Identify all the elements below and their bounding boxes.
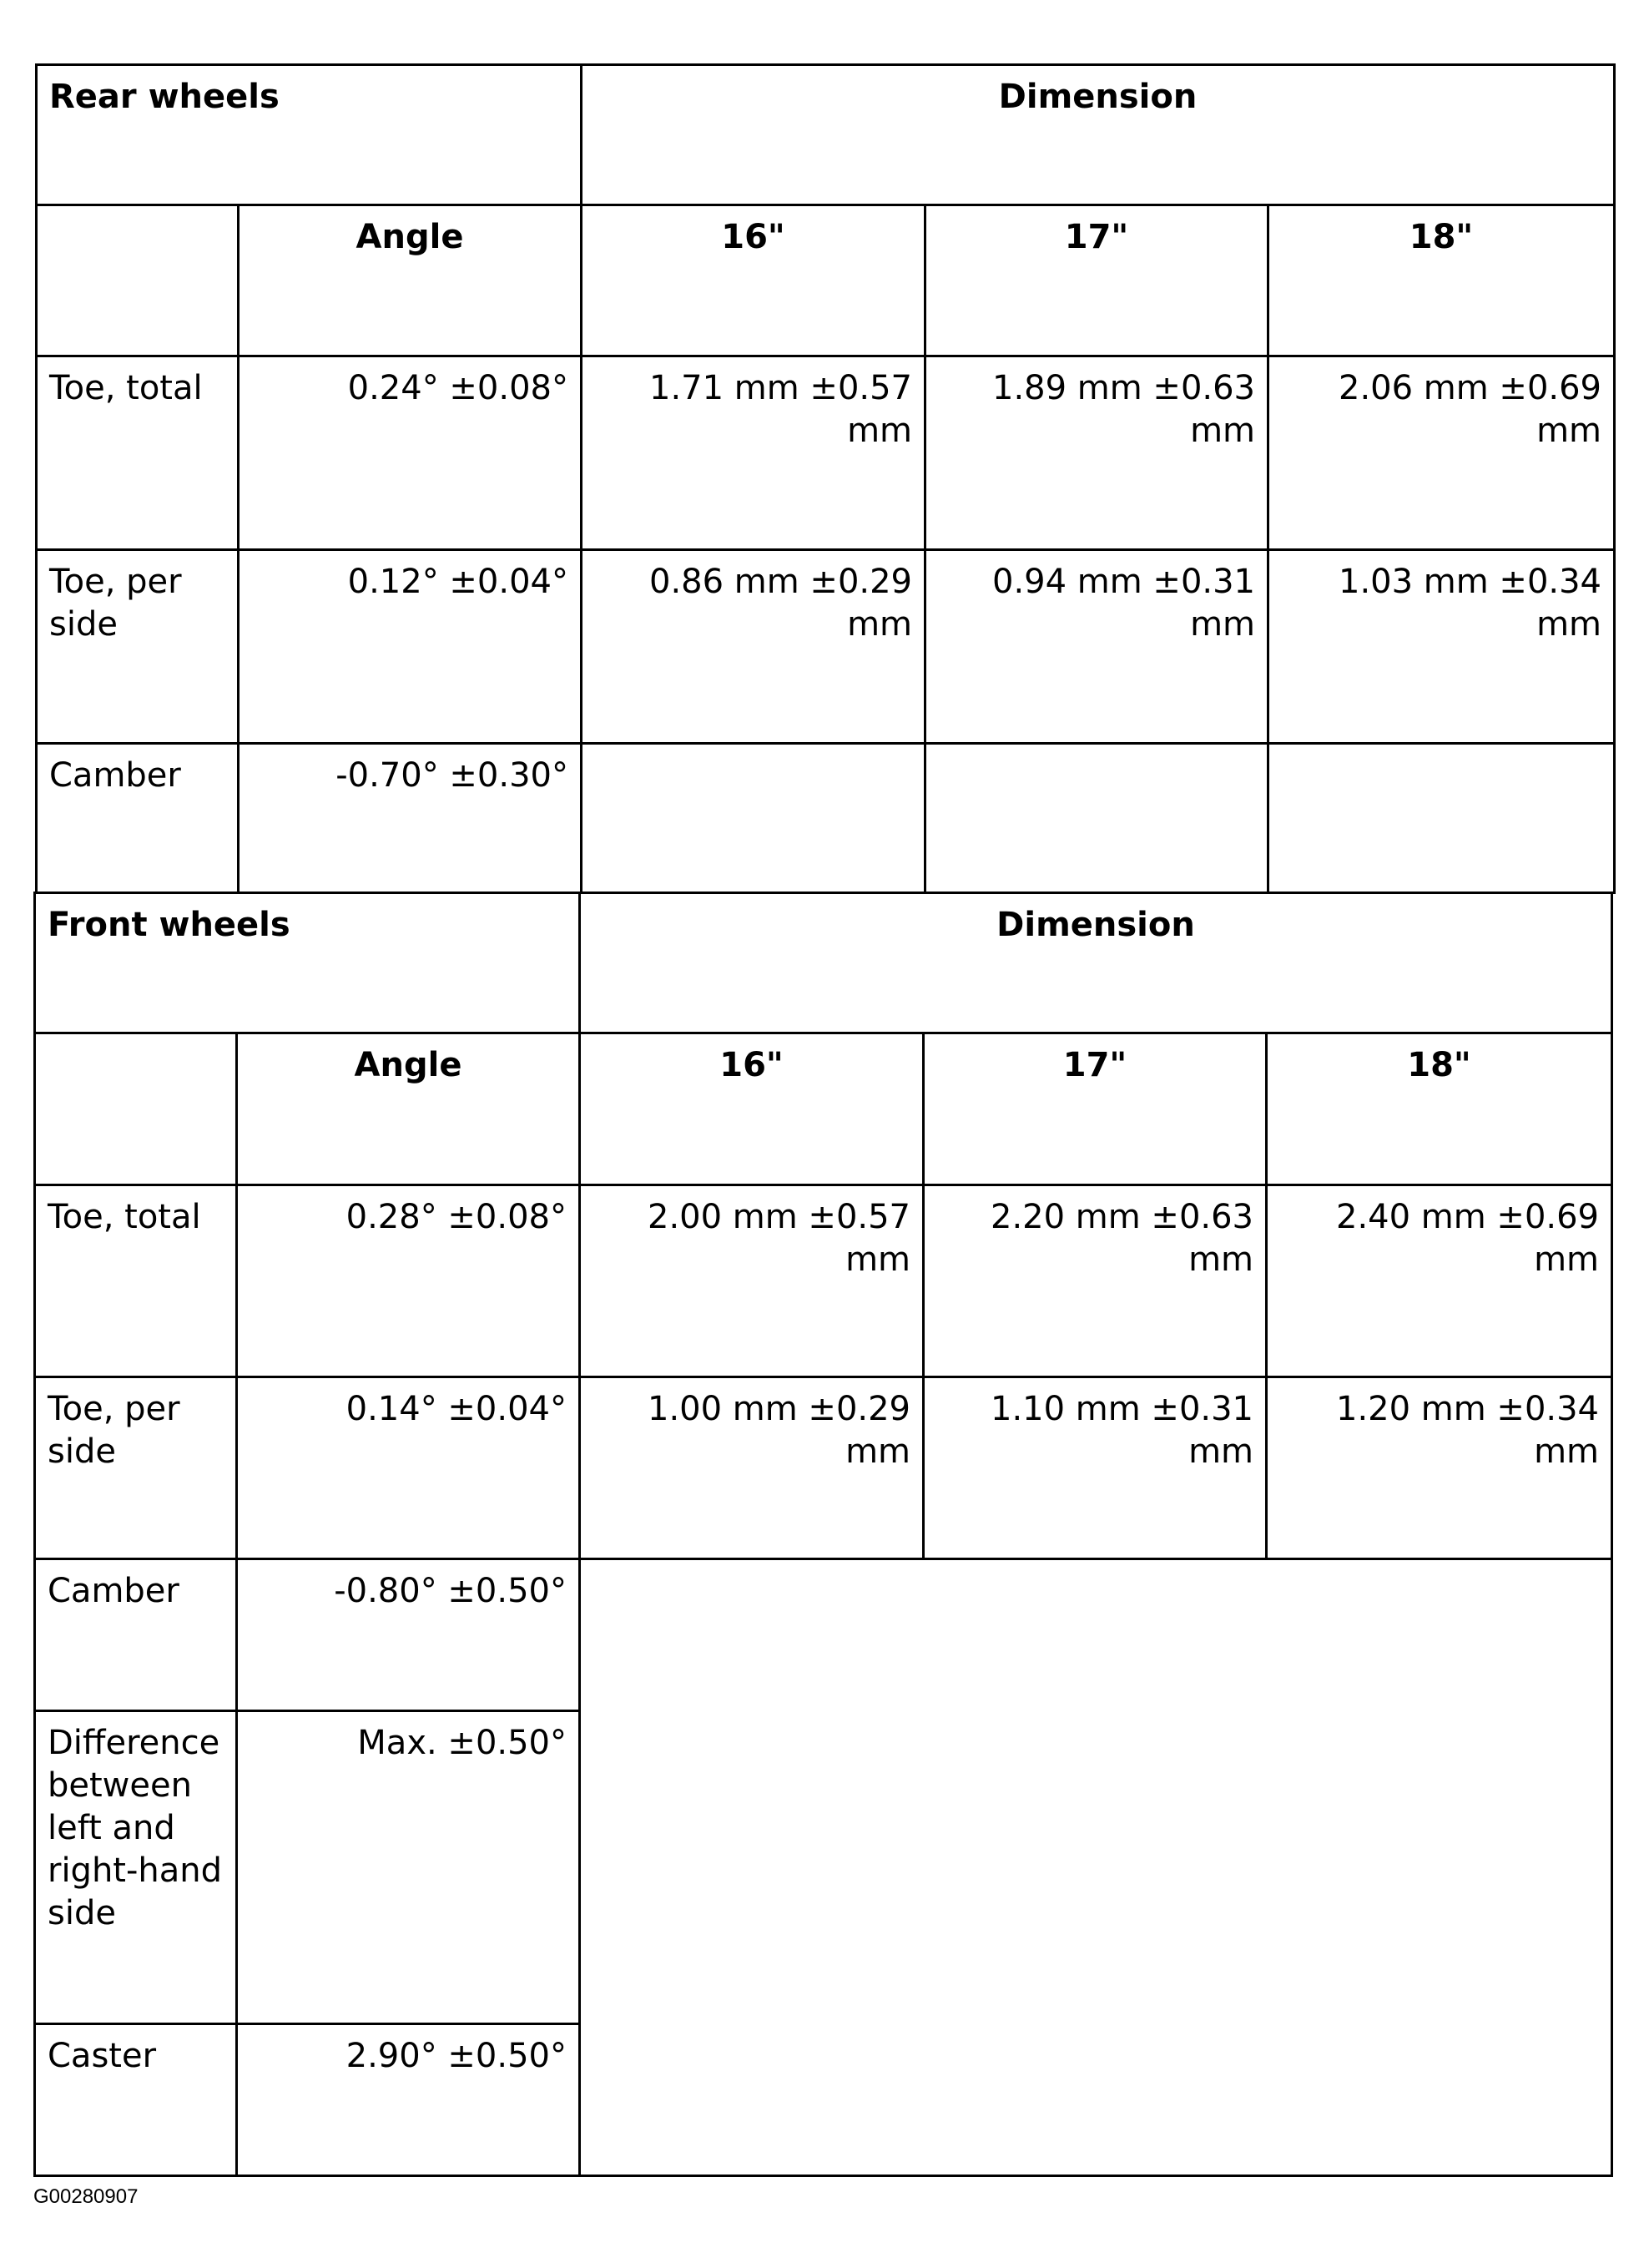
rear-row-18: 1.03 mm ±0.34 mm bbox=[1267, 548, 1616, 745]
front-row-17: 1.10 mm ±0.31 mm bbox=[922, 1376, 1268, 1560]
rear-row-angle: 0.12° ±0.04° bbox=[237, 548, 582, 745]
front-row-angle: 0.14° ±0.04° bbox=[235, 1376, 581, 1560]
front-row-label: Toe, total bbox=[33, 1184, 238, 1378]
front-row-17: 2.20 mm ±0.63 mm bbox=[922, 1184, 1268, 1378]
rear-header-blank bbox=[35, 204, 240, 357]
front-row-18: 2.40 mm ±0.69 mm bbox=[1265, 1184, 1613, 1378]
front-header-18: 18" bbox=[1265, 1032, 1613, 1186]
front-wheels-title: Front wheels bbox=[33, 892, 581, 1034]
rear-row-16: 0.86 mm ±0.29 mm bbox=[580, 548, 926, 745]
front-header-blank bbox=[33, 1032, 238, 1186]
rear-wheels-title: Rear wheels bbox=[35, 63, 582, 206]
rear-row-label: Toe, total bbox=[35, 355, 240, 551]
rear-dimension-header: Dimension bbox=[580, 63, 1616, 206]
rear-header-16: 16" bbox=[580, 204, 926, 357]
front-row-16: 2.00 mm ±0.57 mm bbox=[578, 1184, 925, 1378]
rear-row-17: 1.89 mm ±0.63 mm bbox=[924, 355, 1269, 551]
rear-header-angle: Angle bbox=[237, 204, 582, 357]
rear-row-label: Toe, per side bbox=[35, 548, 240, 745]
rear-row-17: 0.94 mm ±0.31 mm bbox=[924, 548, 1269, 745]
rear-empty-cell bbox=[924, 742, 1269, 894]
front-row-label: Camber bbox=[33, 1558, 238, 1712]
rear-empty-cell bbox=[1267, 742, 1616, 894]
rear-row-angle: -0.70° ±0.30° bbox=[237, 742, 582, 894]
front-row-angle: 2.90° ±0.50° bbox=[235, 2023, 581, 2177]
front-row-18: 1.20 mm ±0.34 mm bbox=[1265, 1376, 1613, 1560]
figure-id-caption: G00280907 bbox=[33, 2185, 139, 2208]
rear-header-17: 17" bbox=[924, 204, 1269, 357]
rear-row-16: 1.71 mm ±0.57 mm bbox=[580, 355, 926, 551]
front-header-17: 17" bbox=[922, 1032, 1268, 1186]
front-empty-region bbox=[578, 1558, 1613, 2177]
rear-row-18: 2.06 mm ±0.69 mm bbox=[1267, 355, 1616, 551]
front-row-angle: Max. ±0.50° bbox=[235, 1710, 581, 2025]
front-row-label: Difference between left and right-hand side bbox=[33, 1710, 238, 2025]
front-row-angle: -0.80° ±0.50° bbox=[235, 1558, 581, 1712]
front-header-angle: Angle bbox=[235, 1032, 581, 1186]
table-bottom-border bbox=[578, 2175, 1613, 2177]
rear-empty-cell bbox=[580, 742, 926, 894]
front-row-label: Toe, per side bbox=[33, 1376, 238, 1560]
front-row-16: 1.00 mm ±0.29 mm bbox=[578, 1376, 925, 1560]
front-row-angle: 0.28° ±0.08° bbox=[235, 1184, 581, 1378]
front-dimension-header: Dimension bbox=[578, 892, 1613, 1034]
rear-row-label: Camber bbox=[35, 742, 240, 894]
front-header-16: 16" bbox=[578, 1032, 925, 1186]
front-row-label: Caster bbox=[33, 2023, 238, 2177]
rear-header-18: 18" bbox=[1267, 204, 1616, 357]
rear-row-angle: 0.24° ±0.08° bbox=[237, 355, 582, 551]
